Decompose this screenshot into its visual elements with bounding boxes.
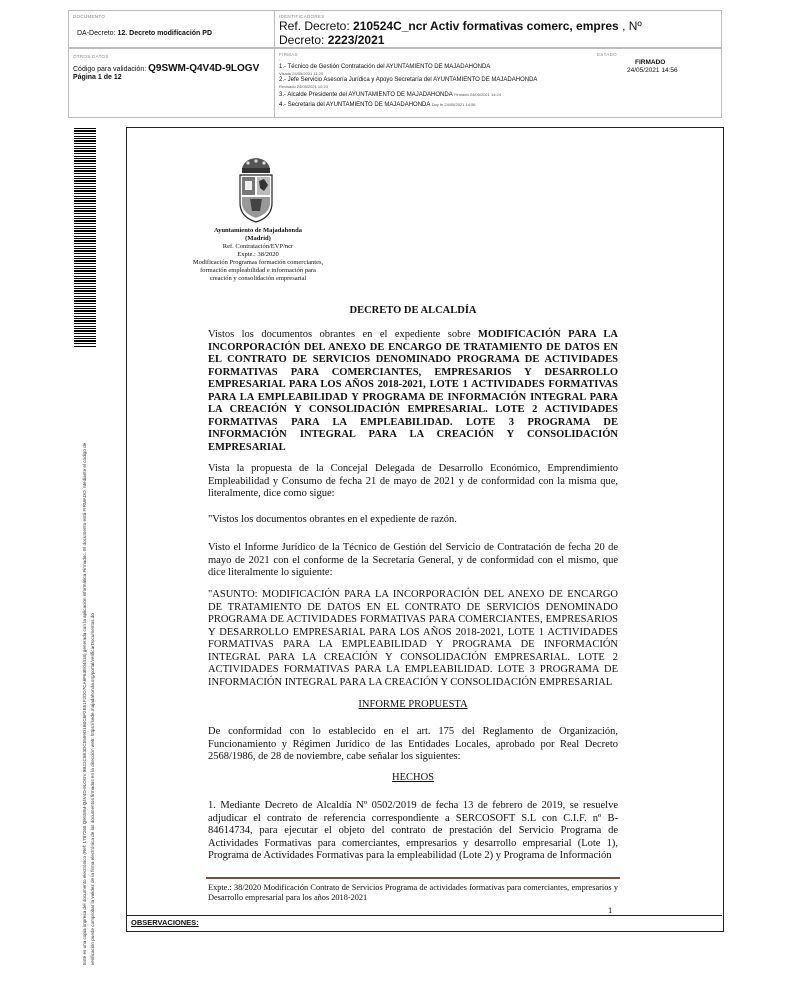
paragraph-asunto: "ASUNTO: MODIFICACIÓN PARA LA INCORPORACIÓN DEL ANEXO DE ENCARGO DE TRATAMIENTO DE DATOS EN EL CONTRATO DE SERVICIOS DENOMINADO PROGRAMA DE ACTIVIDADES FORMATIVAS PARA COMERCIANTES, EMPRESARIOS Y DESARROLLO EMPRESARIAL PARA LOS AÑOS 2018-2021, LOTE 1 ACTIVIDADES FORMATIVAS PARA LA EMPLEABILIDAD Y PROGRAMA DE INFORMACIÓN INTEGRAL PARA LA CREACIÓN Y CONSOLIDACIÓN EMPRESARIAL. LOTE 2 ACTIVIDADES FORMATIVAS PARA LA EMPLEABILIDAD. LOTE 3 PROGRAMA DE INFORMACIÓN INTEGRAL PARA LA CREACIÓN Y CONSOLIDACIÓN EMPRESARIAL (208, 589, 618, 688)
paragraph-conformidad: De conformidad con lo establecido en el art. 175 del Reglamento de Organización, Funcionamiento y Régimen Jurídico de las Entidades Locales, aprobado por Real Decreto 2568/1986, de 28 de noviembre, cabe señalar los siguientes: (208, 726, 618, 762)
paragraph-vistos: Vistos los documentos obrantes en el expediente sobre MODIFICACIÓN PARA LA INCORPORACIÓN DEL ANEXO DE ENCARGO DE TRATAMIENTO DE DATOS EN EL CONTRATO DE SERVICIOS DENOMINADO PROGRAMA DE ACTIVIDADES FORMATIVAS PARA COMERCIANTES, EMPRESARIOS Y DESARROLLO EMPRESARIAL PARA LOS AÑOS 2018-2021, LOTE 1 ACTIVIDADES FORMATIVAS PARA LA EMPLEABILIDAD Y PROGRAMA DE INFORMACIÓN INTEGRAL PARA LA CREACIÓN Y CONSOLIDACIÓN EMPRESARIAL. LOTE 2 ACTIVIDADES FORMATIVAS PARA LA EMPLEABILIDAD. LOTE 3 PROGRAMA DE INFORMACIÓN INTEGRAL PARA LA CREACIÓN Y CONSOLIDACIÓN EMPRESARIAL (208, 329, 618, 453)
estado-label: ESTADO (597, 52, 617, 57)
page-number: 1 (608, 905, 613, 915)
estado-date: 24/05/2021 14:56 (627, 67, 678, 74)
document-title: DECRETO DE ALCALDÍA (349, 305, 477, 316)
firma-note: Revisado 24/05/2021 10:23 (279, 84, 328, 89)
paragraph-propuesta: Vista la propuesta de la Concejal Delegada de Desarrollo Económico, Emprendimiento Empleabilidad y Consumo de fecha 21 de mayo de 2021 y de conformidad con la misma que, literalmente, dice como sigue: (208, 463, 618, 499)
firma-note: Visado 24/05/2021 11:20 (279, 71, 324, 76)
letterhead (190, 227, 326, 283)
footer-text: Expte.: 38/2020 Modificación Contrato de Servicios Programa de actividades formativas para comerciantes, empresarios y Desarrollo empresarial para los años 2018-2021 (208, 883, 618, 902)
firmas-list (279, 64, 609, 110)
paragraph-vistos-razon: "Vistos los documentos obrantes en el expediente de razón. (208, 514, 457, 525)
ref-decreto: Ref. Decreto: 210524C_ncr Activ formativas comerc, empres , Nº (279, 19, 642, 33)
side-verification-text-1: Este es una copia impresa del documento electrónico (Ref: 1787265 Q9SWM-Q4V4D-9LOGV 9B22C5E3DC5559D1B0C6F2E51F2DD7CA6F63E04418) generada con la aplicación informática Firmadoc. El documento está FIRMADO. Mediante el código de (82, 442, 87, 965)
firma-item: 2.- Jefe Servicio Asesoría Jurídica y Apoyo Secretaría del AYUNTAMIENTO DE MAJADAHONDA (279, 77, 538, 83)
header-otros-box (68, 48, 276, 118)
letterhead-desc: Modificación Programas formación comerciantes, formación empleabilidad e información para creación y consolidación empresarial (192, 259, 324, 282)
otros-datos-label: OTROS DATOS (73, 54, 109, 59)
observaciones-label: OBSERVACIONES: (131, 918, 199, 927)
documento-label: DOCUMENTO (73, 14, 106, 19)
side-verification-text-2: verificación puede comprobar la validez de la firma electrónica de los documentos firmados en la dirección web: https://sede.majadahonda.org/portal/verificarDocumentos.do (90, 613, 95, 965)
letterhead-expte: Expte.: 38/2020 (237, 251, 279, 258)
observaciones-bar (126, 915, 722, 930)
heading-informe-propuesta: INFORME PROPUESTA (358, 699, 468, 710)
paragraph-informe-juridico: Visto el Informe Jurídico de la Técnico de Gestión del Servicio de Contratación de fecha 20 de mayo de 2021 con el conforme de la Secretaría General, y de conformidad con el mismo, que dice literalmente lo siguiente: (208, 542, 618, 578)
header-identificadores-box (274, 10, 722, 48)
decreto-number: Decreto: 2223/2021 (279, 33, 385, 47)
paragraph-hecho-1: 1. Mediante Decreto de Alcaldía Nº 0502/2019 de fecha 13 de febrero de 2019, se resuelve adjudicar el contrato de referencia correspondiente a SERCOSOFT S.L con C.I.F. nº B-84614734, para ejecutar el objeto del contrato de prestación del Servicio Programa de Actividades Formativas para comerciantes, empresarios y desarrollo empresarial (Lote 1), Programa de Actividades Formativas para la empleabilidad (Lote 2) y Programa de Información (208, 800, 618, 861)
firmas-label: FIRMAS (279, 52, 298, 57)
firmas-colon: : (279, 57, 281, 62)
header-firmas-box (274, 48, 722, 118)
page-count: Página 1 de 12 (73, 74, 122, 81)
coat-of-arms-icon (234, 155, 278, 225)
letterhead-region: (Madrid) (245, 235, 271, 242)
barcode-icon (74, 128, 96, 348)
header-documento-box (68, 10, 276, 48)
footer-rule (206, 877, 620, 879)
identificadores-label: IDENTIFICADORES (279, 14, 325, 19)
documento-value: DA-Decreto: 12. Decreto modificación PD (77, 30, 212, 37)
firma-item: 4.- Secretaria del AYUNTAMIENTO DE MAJADAHONDA Doy fe 24/05/2021 14:56 (279, 102, 476, 108)
validation-code: Código para validación: Q9SWM-Q4V4D-9LOGV (73, 63, 260, 74)
firma-item: 1.- Técnico de Gestión Contratación del AYUNTAMIENTO DE MAJADAHONDA (279, 64, 491, 70)
estado-value: FIRMADO (635, 59, 666, 66)
letterhead-org: Ayuntamiento de Majadahonda (213, 227, 302, 234)
letterhead-ref: Ref. Contratación/EVP/ncr (222, 243, 294, 250)
firma-item: 3.- Alcalde Presidente del AYUNTAMIENTO DE MAJADAHONDA Firmado 24/05/2021 14:24 (279, 92, 501, 98)
heading-hechos: HECHOS (391, 772, 434, 783)
